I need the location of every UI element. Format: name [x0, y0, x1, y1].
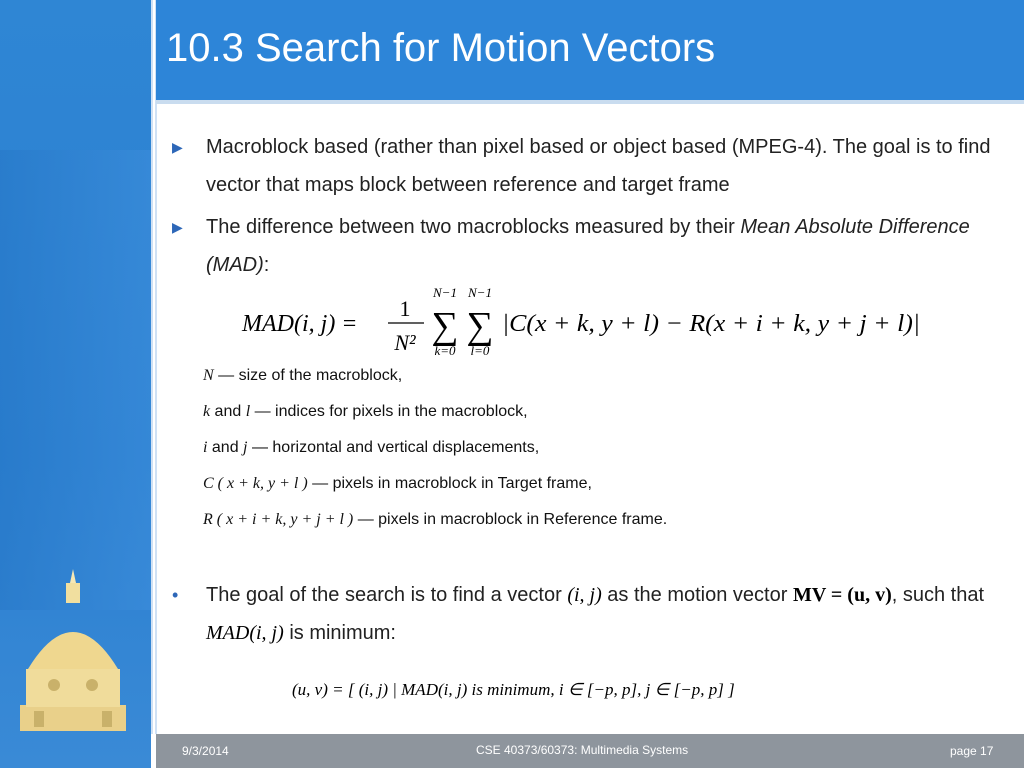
goal-vector: (i, j) — [567, 584, 602, 606]
definition-text: — pixels in macroblock in Reference frame. — [353, 511, 668, 528]
bullet-item — [170, 128, 1015, 204]
definition-symbol: k — [203, 403, 211, 420]
goal-mad: MAD(i, j) — [206, 622, 284, 644]
definition-symbol: l — [245, 403, 251, 420]
triangle-bullet-icon: ▶ — [172, 219, 183, 235]
definition-symbol: i — [203, 439, 208, 456]
definition-symbol: C ( x + k, y + l ) — [203, 475, 308, 492]
sidebar-panel — [0, 0, 151, 768]
footer — [156, 734, 1024, 768]
bullet-text-part: The difference between two macroblocks measured by their — [206, 216, 741, 238]
definition-item — [203, 364, 667, 400]
title-rule — [156, 100, 1024, 104]
goal-section — [170, 576, 1015, 652]
dome-logo — [14, 565, 132, 735]
definition-symbol: j — [243, 439, 248, 456]
sum-upper: N−1 — [468, 285, 492, 300]
definition-symbol: N — [203, 367, 214, 384]
sum-lower: l=0 — [470, 343, 490, 358]
sum-upper: N−1 — [433, 285, 457, 300]
slide-title: 10.3 Search for Motion Vectors — [166, 26, 716, 70]
goal-text: is minimum: — [283, 622, 396, 644]
formula-numerator: 1 — [399, 296, 411, 321]
triangle-bullet-icon: ▶ — [172, 139, 183, 155]
formula-denominator: N² — [394, 330, 416, 355]
result-formula: (u, v) = [ (i, j) | MAD(i, j) is minimum, i ∈ [−p, p], j ∈ [−p, p] ] — [292, 680, 735, 699]
goal-mv: MV = (u, v) — [792, 584, 892, 606]
formula-lhs: MAD(i, j) = — [242, 311, 358, 337]
bullet-item — [170, 208, 1015, 284]
slide-content — [170, 128, 1015, 284]
definition-text: and — [207, 439, 244, 456]
dot-bullet-icon: • — [172, 585, 179, 605]
footer-course: CSE 40373/60373: Multimedia Systems — [476, 743, 689, 757]
definition-item — [203, 400, 667, 436]
bullet-text — [206, 208, 1015, 284]
definition-text: — indices for pixels in the macroblock, — [250, 403, 528, 420]
footer-date: 9/3/2014 — [182, 744, 229, 758]
sum-symbol: ∑ — [431, 305, 459, 347]
divider-line — [151, 0, 153, 734]
bullet-emphasis: Mean Absolute Difference (MAD) — [206, 216, 970, 276]
divider-line — [155, 0, 157, 734]
definition-item — [203, 472, 667, 508]
definitions — [203, 364, 667, 544]
definition-symbol: R ( x + i + k, y + j + l ) — [203, 511, 354, 528]
bullet-text-part: : — [263, 254, 270, 276]
goal-text: , such that — [891, 584, 985, 606]
definition-item — [203, 508, 667, 544]
goal-text: as the motion vector — [601, 584, 793, 606]
footer-page: page 17 — [950, 744, 994, 758]
mad-formula — [240, 282, 930, 362]
definition-text: and — [210, 403, 246, 420]
goal-text: The goal of the search is to find a vector — [206, 584, 568, 606]
definition-text: — size of the macroblock, — [213, 367, 403, 384]
formula-body: |C(x + k, y + l) − R(x + i + k, y + j + l)| — [502, 311, 920, 337]
bullet-item — [170, 576, 1015, 652]
definition-text: — horizontal and vertical displacements, — [247, 439, 540, 456]
definition-text: — pixels in macroblock in Target frame, — [307, 475, 592, 492]
sidebar-band — [0, 150, 151, 610]
bullet-text: Macroblock based (rather than pixel based or object based (MPEG-4). The goal is to find vector that maps block between reference and target frame — [206, 136, 991, 196]
definition-item — [203, 436, 667, 472]
sum-lower: k=0 — [434, 343, 456, 358]
sum-symbol: ∑ — [466, 305, 494, 347]
bullet-text — [206, 576, 1015, 652]
